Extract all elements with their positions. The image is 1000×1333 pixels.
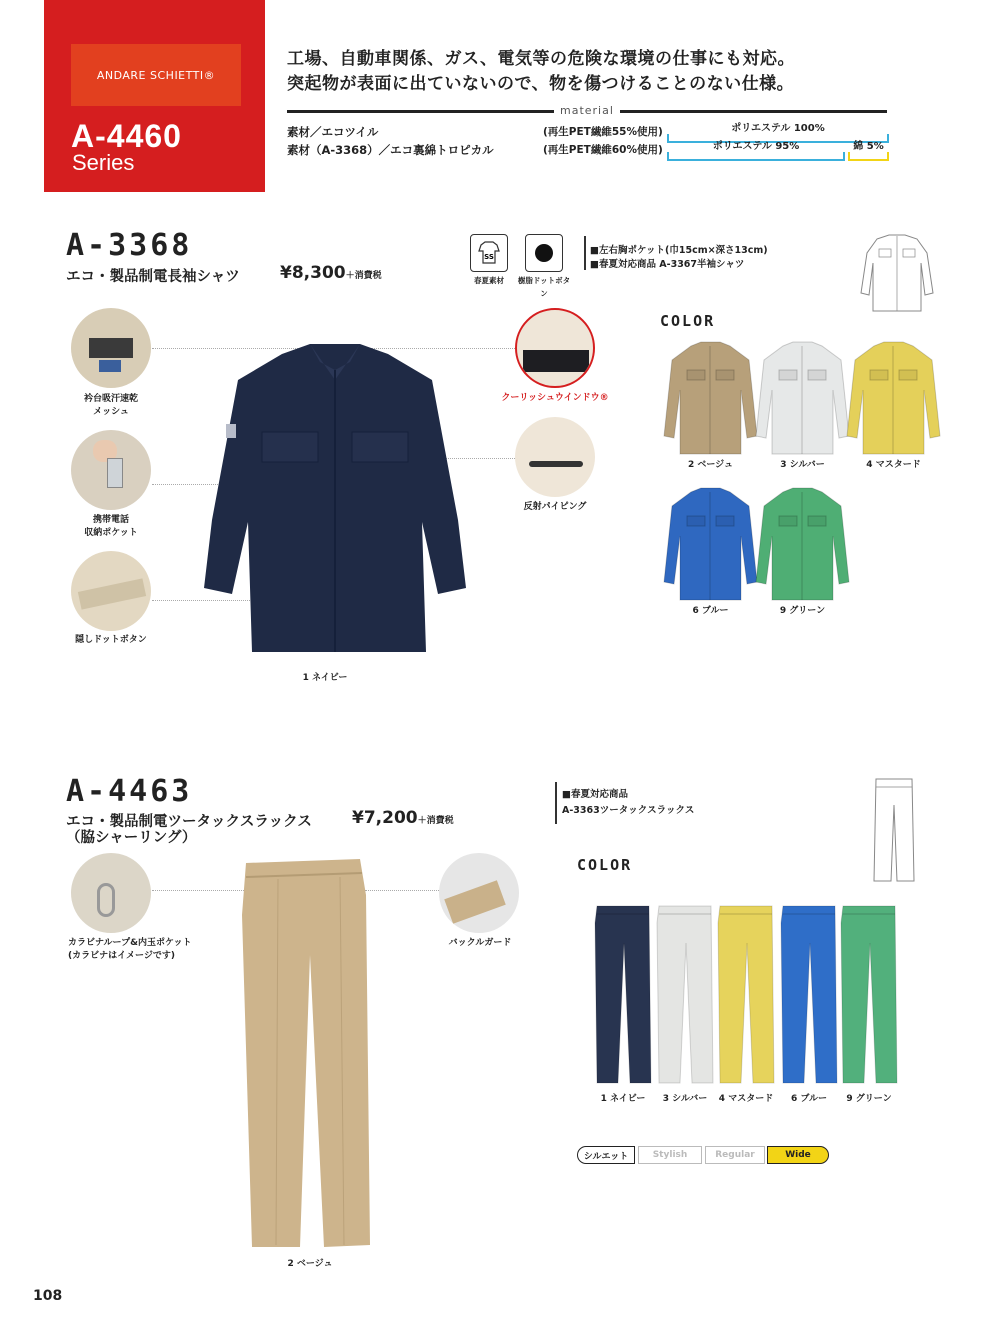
fabric-bar-1: ポリエステル 100%: [667, 119, 889, 143]
slacks-main-color: 2 ベージュ: [287, 1259, 333, 1269]
slacks-note-1: ■春夏対応商品: [562, 789, 628, 800]
detail-hidden-button: 隠しドットボタン: [75, 635, 147, 645]
shirt-main-color: 1 ネイビー: [302, 673, 348, 683]
shirt-price: ¥8,300＋消費税: [280, 263, 382, 283]
svg-text:SS: SS: [484, 253, 494, 261]
resin-button-label: 樹脂ドットボタン: [517, 276, 571, 298]
detail-carabiner-loop: カラビナループ&内玉ポケット (カラビナはイメージです): [68, 938, 192, 961]
slacks-note-2: A-3363ツータックスラックス: [562, 805, 695, 816]
shirt-variant-label: 3 シルバー: [780, 460, 825, 470]
silhouette-wide: Wide: [767, 1146, 829, 1164]
slacks-variant: [780, 903, 838, 1089]
slacks-variant-label: 9 グリーン: [846, 1094, 892, 1104]
shirt-variant-label: 2 ベージュ: [687, 460, 734, 470]
pet-ratio-1: (再生PET繊維55%使用): [543, 126, 663, 138]
silhouette-regular: Regular: [705, 1146, 765, 1164]
shirt-variant: [755, 340, 850, 459]
slacks-variant: [594, 903, 652, 1089]
slacks-line-drawing: [870, 775, 918, 885]
shirt-note-1: ■左右胸ポケット(巾15cm×深さ13cm): [590, 245, 768, 256]
slacks-variant-label: 1 ネイビー: [600, 1094, 646, 1104]
silhouette-label: シルエット: [577, 1146, 635, 1164]
shirt-line-drawing: [855, 233, 939, 313]
material-1: 素材／エコツイル: [287, 125, 379, 139]
spring-summer-icon: [470, 234, 508, 272]
shirt-variant: [846, 340, 941, 459]
shirt-main-photo: [200, 340, 470, 660]
page-number: 108: [33, 1288, 63, 1304]
fabric-bar-2b: 綿 5%: [848, 137, 889, 161]
shirt-code: A-3368: [66, 228, 193, 263]
slacks-variant-label: 6 ブルー: [790, 1094, 828, 1104]
tagline-1: 工場、自動車関係、ガス、電気等の危険な環境の仕事にも対応。: [287, 49, 796, 69]
slacks-variant-label: 4 マスタード: [718, 1094, 774, 1104]
slacks-variant-label: 3 シルバー: [662, 1094, 708, 1104]
hidden-button-photo: [71, 551, 151, 631]
brand-logo: ANDARE SCHIETTI®: [71, 44, 241, 106]
slacks-note-divider: [555, 782, 557, 824]
spring-summer-label: 春夏素材: [474, 276, 504, 285]
slacks-variant: [840, 903, 898, 1089]
shirt-color-heading: COLOR: [660, 312, 716, 330]
slacks-code: A-4463: [66, 774, 193, 809]
tagline-2: 突起物が表面に出ていないので、物を傷つけることのない仕様。: [287, 74, 795, 94]
pet-ratio-2: (再生PET繊維60%使用): [543, 144, 663, 156]
shirt-variant: [663, 340, 758, 459]
slacks-name: エコ・製品制電ツータックスラックス: [66, 814, 312, 830]
fabric-bar-2a: ポリエステル 95%: [667, 137, 845, 161]
series-code: A-4460: [71, 118, 182, 154]
resin-button-icon: [525, 234, 563, 272]
shirt-variant-label: 4 マスタード: [866, 460, 921, 470]
shirt-note-2: ■春夏対応商品 A-3367半袖シャツ: [590, 259, 745, 270]
phone-pocket-photo: [71, 430, 151, 510]
shirt-variant: [755, 486, 850, 605]
slacks-variant: [656, 903, 714, 1089]
reflective-piping-photo: [515, 417, 595, 497]
shirt-name: エコ・製品制電長袖シャツ: [66, 269, 240, 285]
slacks-price: ¥7,200＋消費税: [352, 808, 454, 828]
detail-buckle-guard: バックルガード: [448, 938, 512, 948]
note-divider: [584, 236, 586, 270]
silhouette-stylish: Stylish: [638, 1146, 702, 1164]
carabiner-loop-photo: [71, 853, 151, 933]
buckle-guard-photo: [439, 853, 519, 933]
slacks-variant: [717, 903, 775, 1089]
coolish-window-photo: [515, 308, 595, 388]
detail-reflective-piping: 反射パイピング: [523, 502, 587, 512]
detail-phone-pocket: 携帯電話 収納ポケット: [84, 515, 138, 538]
shirt-variant-label: 9 グリーン: [779, 606, 826, 616]
shirt-variant: [663, 486, 758, 605]
detail-collar-mesh: 衿台吸汗速乾 メッシュ: [83, 394, 138, 417]
slacks-name-sub: （脇シャーリング）: [66, 830, 197, 846]
series-subtitle: Series: [72, 150, 135, 175]
material-label: material: [554, 104, 620, 117]
shirt-variant-label: 6 ブルー: [692, 606, 729, 616]
slacks-color-heading: COLOR: [577, 856, 633, 874]
detail-coolish-window: クーリッシュウインドウ®: [501, 393, 609, 403]
collar-mesh-photo: [71, 308, 151, 388]
material-2: 素材（A-3368）／エコ裏綿トロピカル: [287, 143, 494, 157]
slacks-main-photo: [240, 855, 380, 1250]
